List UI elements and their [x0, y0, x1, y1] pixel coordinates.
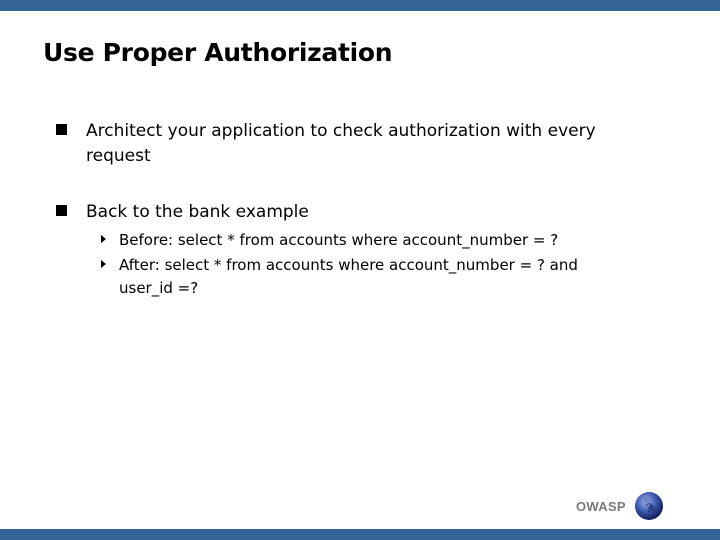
owasp-logo	[576, 490, 665, 522]
globe-icon	[633, 490, 665, 522]
bottom-bar	[0, 529, 720, 540]
sub-bullet-text: Before: select * from accounts where account_number = ?	[119, 231, 559, 249]
sub-bullet-item	[101, 229, 629, 252]
bullet-text: Architect your application to check authorization with every request	[86, 121, 596, 166]
slide-title: Use Proper Authorization	[43, 38, 393, 67]
square-bullet-icon	[56, 205, 67, 216]
triangle-bullet-icon	[101, 260, 106, 268]
sub-bullet-item	[101, 254, 629, 300]
owasp-logo-text: OWASP	[576, 498, 626, 514]
square-bullet-icon	[56, 124, 67, 135]
svg-text:?: ?	[644, 500, 653, 515]
bullet-text: Back to the bank example	[86, 202, 309, 222]
bullet-item	[56, 200, 626, 225]
sub-bullet-text: After: select * from accounts where account_number = ? and user_id =?	[119, 256, 578, 297]
bullet-item	[56, 119, 626, 169]
triangle-bullet-icon	[101, 235, 106, 243]
top-bar	[0, 0, 720, 11]
